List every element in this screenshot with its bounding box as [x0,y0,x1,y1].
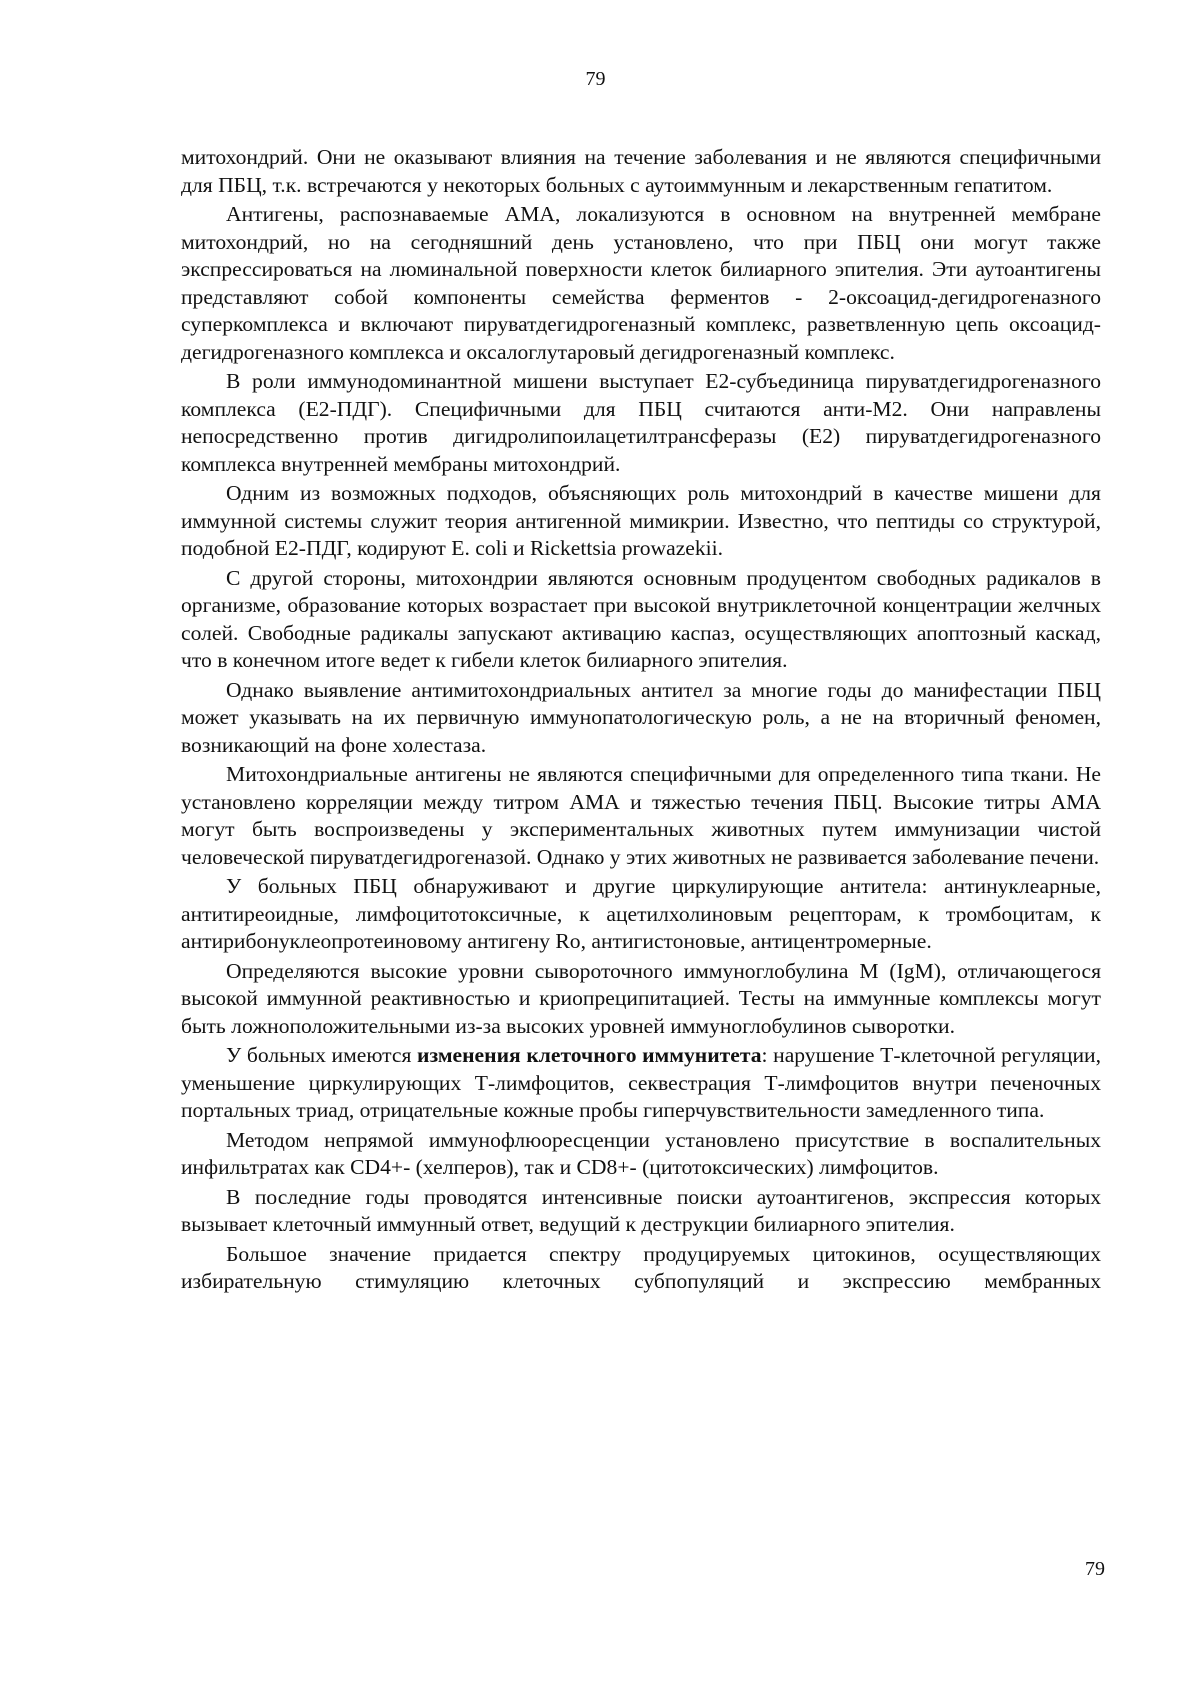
paragraph: С другой стороны, митохондрии являются основным продуцентом свободных радикалов в организме, образование которых возрастает при высокой внутриклеточной концентрации желчных солей. Свободные радикалы запускают активацию каспаз, осуществляющих апоптозный каскад, что в конечном итоге ведет к гибели клеток билиарного эпителия. [181,565,1101,672]
paragraph: Однако выявление антимитохондриальных антител за многие годы до манифестации ПБЦ может указывать на их первичную иммунопатологическую роль, а не на вторичный феномен, возникающий на фоне холестаза. [181,677,1101,757]
paragraph: митохондрий. Они не оказывают влияния на течение заболевания и не являются специфичными для ПБЦ, т.к. встречаются у некоторых больных с аутоиммунным и лекарственным гепатитом. [181,145,1101,197]
paragraph: У больных ПБЦ обнаруживают и другие циркулирующие антитела: антинуклеарные, антитиреоидные, лимфоцитотоксичные, к ацетилхолиновым рецепторам, к тромбоцитам, к антирибонуклеопротеиновому антигену Ro, антигистоновые, антицентромерные. [181,874,1101,953]
page-number-top: 79 [585,68,606,90]
text-run: У больных имеются [226,1043,417,1067]
paragraph: Одним из возможных подходов, объясняющих роль митохондрий в качестве мишени для иммунной системы служит теория антигенной мимикрии. Известно, что пептиды со структурой, подобной Е2-ПДГ, кодируют E. coli и Rickettsia prowazekii. [181,481,1101,560]
paragraph: Методом непрямой иммунофлюоресценции установлено присутствие в воспалительных инфильтратах как CD4+- (хелперов), так и CD8+- (цитотоксических) лимфоцитов. [181,1127,1101,1179]
paragraph: Антигены, распознаваемые АМА, локализуются в основном на внутренней мембране митохондрий, но на сегодняшний день установлено, что при ПБЦ они могут также экспрессироваться на люминальной поверхности клеток билиарного эпителия. Эти аутоантигены представляют собой компоненты семейства ферментов - 2-оксоацид-дегидрогеназного суперкомплекса и включают пируватдегидрогеназный комплекс, разветвленную цепь оксоацид-дегидрогеназного комплекса и оксалоглутаровый дегидрогеназный комплекс. [181,202,1101,364]
paragraph: Определяются высокие уровни сывороточного иммуноглобулина М (IgM), отличающегося высокой иммунной реактивностью и криопреципитацией. Тесты на иммунные комплексы могут быть ложноположительными из-за высоких уровней иммуноглобулинов сыворотки. [181,958,1101,1038]
page-number-bottom: 79 [1085,1558,1105,1580]
paragraph: В роли иммунодоминантной мишени выступает Е2-субъединица пируватдегидрогеназного комплекса (Е2-ПДГ). Специфичными для ПБЦ считаются анти-М2. Они направлены непосредственно против дигидролипоилацетилтрансферазы (Е2) пируватдегидрогеназного комплекса внутренней мембраны митохондрий. [181,369,1101,476]
paragraph: Митохондриальные антигены не являются специфичными для определенного типа ткани. Не установлено корреляции между титром АМА и тяжестью течения ПБЦ. Высокие титры АМА могут быть воспроизведены у экспериментальных животных путем иммунизации чистой человеческой пируватдегидрогеназой. Однако у этих животных не развивается заболевание печени. [181,762,1101,869]
document-body [181,144,1101,1298]
paragraph: В последние годы проводятся интенсивные поиски аутоантигенов, экспрессия которых вызывает клеточный иммунный ответ, ведущий к деструкции билиарного эпителия. [181,1184,1101,1236]
text-run: : нарушение Т-клеточной регуляции, уменьшение циркулирующих Т-лимфоцитов, секвестрация Т-лимфоцитов внутри печеночных портальных триад, отрицательные кожные пробы гиперчувствительности замедленного типа. [181,1043,1101,1122]
bold-term: изменения клеточного иммунитета [417,1043,762,1067]
paragraph-cellular-immunity [181,1042,1101,1125]
paragraph: Большое значение придается спектру продуцируемых цитокинов, осуществляющих избирательную стимуляцию клеточных субпопуляций и экспрессию мембранных [181,1241,1101,1293]
